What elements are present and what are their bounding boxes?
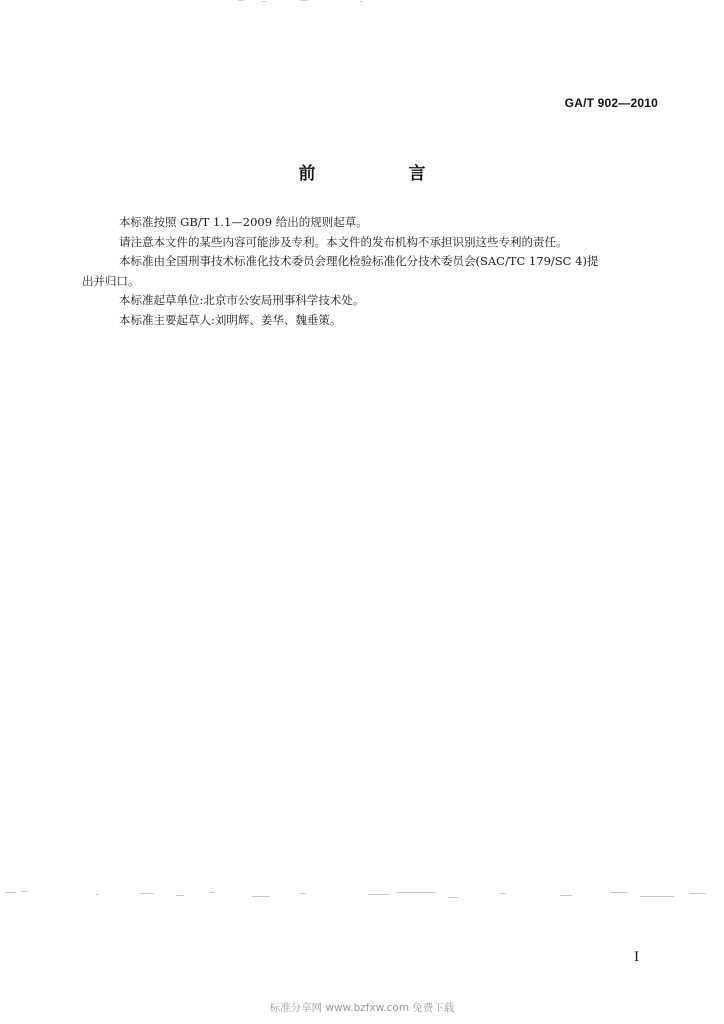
paragraph-proposer: 本标准由全国刑事技术标准化技术委员会理化检验标准化分技术委员会(SAC/TC 179/SC 4)提 — [119, 254, 599, 268]
paragraph-drafting-unit: 本标准起草单位:北京市公安局刑事科学技术处。 — [119, 293, 365, 307]
page-title: 前 言 — [298, 164, 464, 184]
paragraph-patent-notice: 请注意本文件的某些内容可能涉及专利。本文件的发布机构不承担识别这些专利的责任。 — [119, 234, 568, 249]
paragraph-proposer-continued: 出并归口。 — [82, 273, 140, 288]
scan-artifact-top — [0, 0, 724, 6]
watermark-text: 标准分享网 www.bzfxw.com 免费下载 — [269, 1002, 455, 1014]
paragraph-main-drafters: 本标准主要起草人:刘明辉、姜华、魏垂策。 — [119, 312, 342, 327]
scan-artifact-line — [0, 884, 724, 914]
page-number: I — [634, 950, 640, 965]
foreword-body — [82, 213, 658, 330]
paragraph-drafting-rules: 本标准按照 GB/T 1.1—2009 给出的规则起草。 — [119, 215, 368, 229]
standard-number: GA/T 902—2010 — [564, 96, 658, 110]
